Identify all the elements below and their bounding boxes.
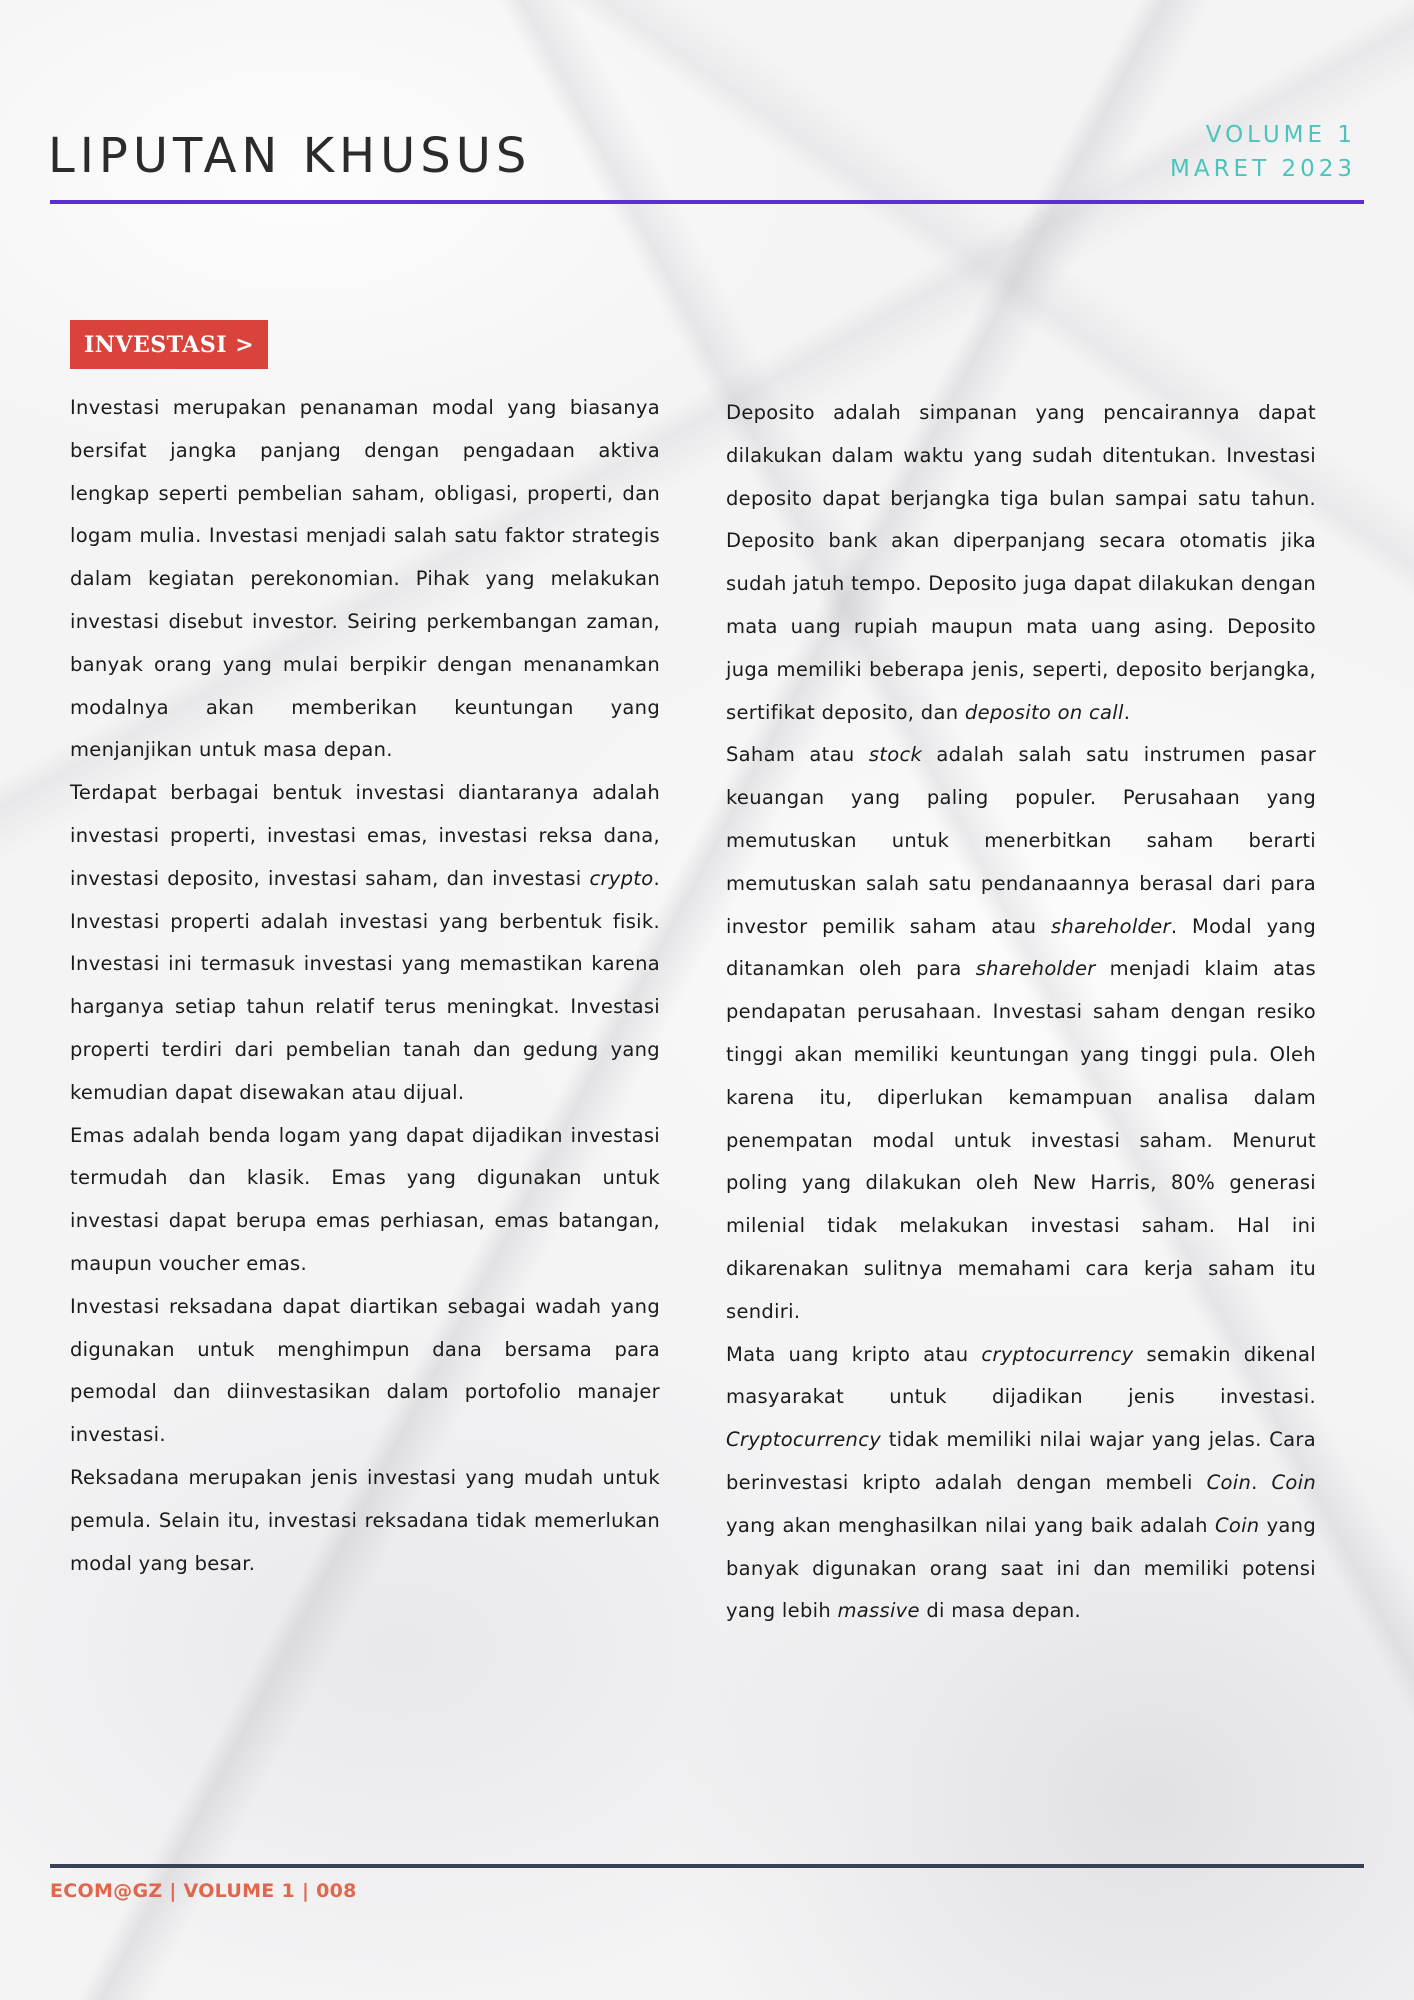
text-run: semakin dikenal masyarakat untuk dijadikan jenis investasi. [726,1342,1316,1409]
text-run: menjadi klaim atas pendapatan perusahaan. Investasi saham dengan resiko tinggi akan memiliki keuntungan yang tinggi pula. Oleh karena itu, diperlukan kemampuan analisa dalam penempatan modal untuk investasi saham. Menurut poling yang dilakukan oleh New Harris, 80% generasi milenial tidak melakukan investasi saham. Hal ini dikarenakan sulitnya memahami cara kerja saham itu sendiri. [726,957,1316,1323]
page-title: LIPUTAN KHUSUS [48,128,532,184]
text-run: . Investasi properti adalah investasi yang berbentuk fisik. Investasi ini termasuk investasi yang memastikan karena harganya setiap tahun relatif terus meningkat. Investasi properti terdiri dari pembelian tanah dan gedung yang kemudian dapat disewakan atau dijual. [70,866,660,1104]
paragraph [726,392,1316,734]
text-run: Mata uang kripto atau [726,1342,982,1366]
italic-text: Cryptocurrency [726,1428,882,1452]
italic-text: Coin [1206,1470,1252,1494]
text-run: Terdapat berbagai bentuk investasi diantaranya adalah investasi properti, investasi emas, investasi reksa dana, investasi deposito, investasi saham, dan investasi [70,781,660,890]
text-run: di masa depan. [919,1599,1082,1623]
paragraph [726,734,1316,1333]
text-run: . [1251,1470,1272,1494]
italic-text: Coin [1271,1470,1317,1494]
italic-text: massive [837,1599,920,1623]
footer-label: ECOM@GZ | VOLUME 1 | 008 [50,1880,357,1902]
text-run: yang akan menghasilkan nilai yang baik adalah [726,1513,1215,1537]
section-tag: INVESTASI > [70,320,268,369]
header-divider [50,200,1364,204]
paragraph: Reksadana merupakan jenis investasi yang mudah untuk pemula. Selain itu, investasi reksadana tidak memerlukan modal yang besar. [70,1465,660,1575]
paragraph [726,1334,1316,1634]
italic-text: crypto [589,866,654,890]
volume-label: VOLUME 1 [1205,122,1356,148]
italic-text: stock [868,743,923,767]
text-run: Deposito adalah simpanan yang pencairannya dapat dilakukan dalam waktu yang sudah ditentukan. Investasi deposito dapat berjangka tiga bulan sampai satu tahun. Deposito bank akan diperpanjang secara otomatis jika sudah jatuh tempo. Deposito juga dapat dilakukan dengan mata uang rupiah maupun mata uang asing. Deposito juga memiliki beberapa jenis, seperti, deposito berjangka, sertifikat deposito, dan [726,401,1316,724]
footer-divider [50,1864,1364,1868]
italic-text: shareholder [975,957,1096,981]
text-run: . [1123,700,1131,724]
paragraph: Investasi merupakan penanaman modal yang biasanya bersifat jangka panjang dengan pengadaan aktiva lengkap seperti pembelian saham, obligasi, properti, dan logam mulia. Investasi menjadi salah satu faktor strategis dalam kegiatan perekonomian. Pihak yang melakukan investasi disebut investor. Seiring perkembangan zaman, banyak orang yang mulai berpikir dengan menanamkan modalnya akan memberikan keuntungan yang menjanjikan untuk masa depan. [70,396,660,762]
italic-text: shareholder [1050,914,1171,938]
paragraph [70,772,660,1114]
text-run: adalah salah satu instrumen pasar keuangan yang paling populer. Perusahaan yang memutuskan untuk menerbitkan saham berarti memutuskan salah satu pendanaannya berasal dari para investor pemilik saham atau [726,743,1317,938]
italic-text: deposito on call [964,700,1124,724]
paragraph: Investasi reksadana dapat diartikan sebagai wadah yang digunakan untuk menghimpun dana bersama para pemodal dan diinvestasikan dalam portofolio manajer investasi. [70,1294,660,1447]
right-column [726,392,1316,1633]
text-run: yang banyak digunakan orang saat ini dan memiliki potensi yang lebih [726,1513,1316,1623]
text-run: Saham atau [726,743,869,767]
italic-text: Coin [1214,1513,1260,1537]
italic-text: cryptocurrency [981,1342,1134,1366]
issue-date: MARET 2023 [1170,156,1356,182]
left-column [70,387,660,1585]
text-run: tidak memiliki nilai wajar yang jelas. Cara berinvestasi kripto adalah dengan membeli [726,1428,1316,1494]
issue-info [1170,118,1356,186]
paragraph: Emas adalah benda logam yang dapat dijadikan investasi termudah dan klasik. Emas yang digunakan untuk investasi dapat berupa emas perhiasan, emas batangan, maupun voucher emas. [70,1123,660,1275]
text-run: . Modal yang ditanamkan oleh para [726,914,1316,981]
